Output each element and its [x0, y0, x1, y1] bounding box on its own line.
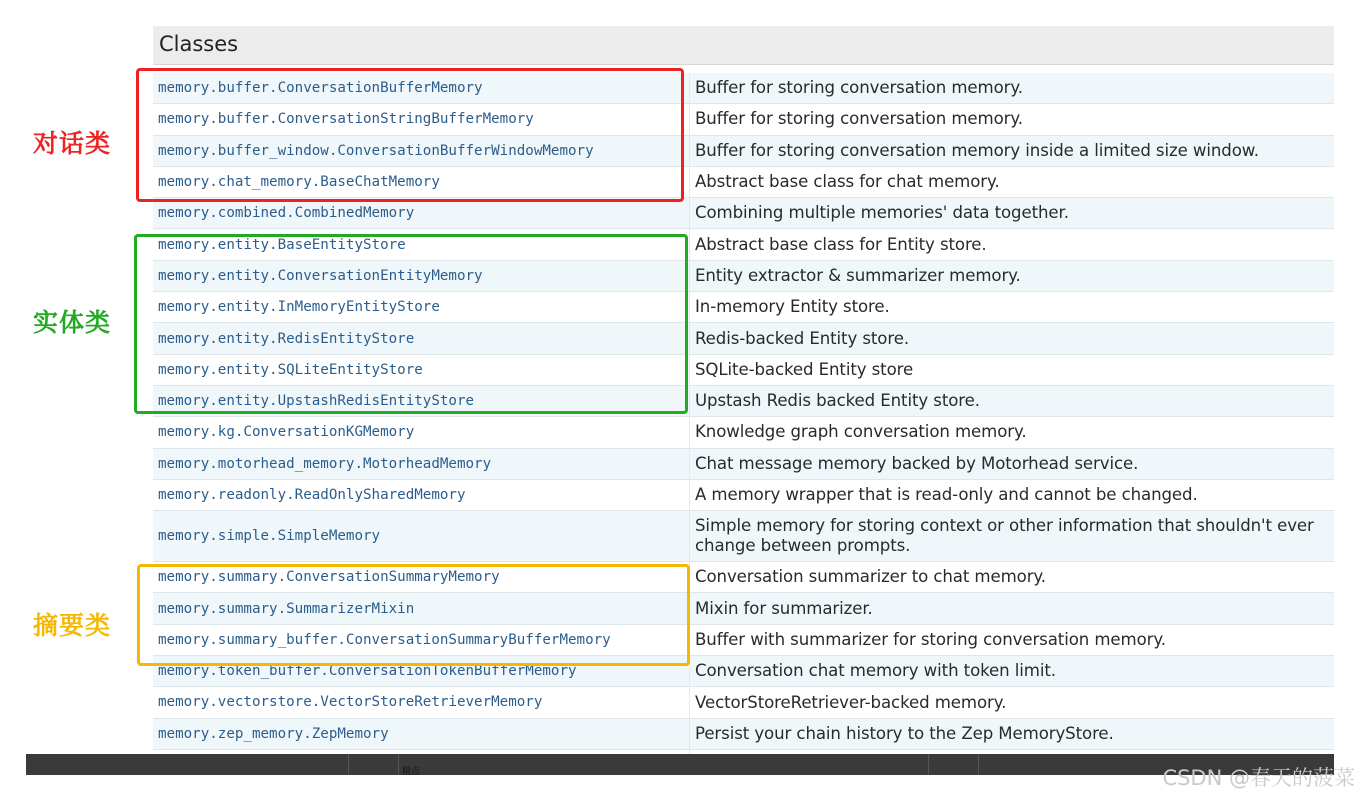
- class-link[interactable]: memory.entity.InMemoryEntityStore: [158, 299, 440, 316]
- class-link[interactable]: memory.simple.SimpleMemory: [158, 528, 381, 545]
- classes-title: Classes: [159, 32, 239, 56]
- class-description: Buffer for storing conversation memory.: [695, 109, 1023, 129]
- class-description: SQLite-backed Entity store: [695, 359, 914, 379]
- toolbar-divider: [348, 754, 349, 775]
- table-row: [153, 719, 1334, 750]
- toolbar-mini-label: 精点: [402, 767, 421, 777]
- bottom-toolbar: [26, 754, 1334, 775]
- class-link[interactable]: memory.readonly.ReadOnlySharedMemory: [158, 487, 466, 503]
- class-description: Redis-backed Entity store.: [695, 328, 909, 348]
- toolbar-divider: [928, 754, 929, 775]
- table-row: [153, 198, 1334, 229]
- class-description: Knowledge graph conversation memory.: [695, 422, 1027, 442]
- class-link[interactable]: memory.summary_buffer.ConversationSummaryBufferMemory: [158, 631, 611, 648]
- class-link[interactable]: memory.zep_memory.ZepMemory: [158, 725, 389, 742]
- class-description: Chat message memory backed by Motorhead service.: [695, 453, 1139, 473]
- table-row: [153, 687, 1334, 718]
- class-description: Buffer for storing conversation memory.: [695, 78, 1023, 98]
- csdn-watermark: CSDN @春天的菠菜: [1162, 766, 1355, 790]
- classes-section-header: [153, 26, 1334, 65]
- class-description: Abstract base class for chat memory.: [695, 172, 1000, 192]
- class-description: Mixin for summarizer.: [695, 598, 873, 618]
- class-link[interactable]: memory.buffer.ConversationBufferMemory: [158, 80, 483, 97]
- class-link[interactable]: memory.entity.ConversationEntityMemory: [158, 267, 483, 284]
- class-link[interactable]: memory.entity.UpstashRedisEntityStore: [158, 393, 475, 410]
- table-row: [153, 449, 1334, 480]
- class-description: Buffer for storing conversation memory inside a limited size window.: [695, 140, 1259, 160]
- dialog-group-label: 对话类: [33, 129, 112, 158]
- class-description: Conversation summarizer to chat memory.: [695, 567, 1046, 587]
- dialog-group-box: [136, 68, 684, 202]
- class-description: Persist your chain history to the Zep MemoryStore.: [695, 723, 1114, 743]
- class-description: In-memory Entity store.: [695, 297, 890, 317]
- class-description: A memory wrapper that is read-only and cannot be changed.: [695, 485, 1198, 505]
- class-description: Entity extractor & summarizer memory.: [695, 265, 1021, 285]
- toolbar-divider: [398, 754, 399, 775]
- table-row: [153, 480, 1334, 511]
- class-link[interactable]: memory.kg.ConversationKGMemory: [158, 424, 415, 441]
- summary-group-label: 摘要类: [33, 611, 112, 640]
- summary-group-box: [137, 564, 690, 666]
- class-description: Conversation chat memory with token limit.: [695, 661, 1056, 681]
- class-link[interactable]: memory.token_buffer.ConversationTokenBufferMemory: [158, 663, 577, 680]
- entity-group-box: [134, 234, 688, 414]
- class-link[interactable]: memory.motorhead_memory.MotorheadMemory: [158, 455, 492, 472]
- class-description: VectorStoreRetriever-backed memory.: [695, 692, 1007, 712]
- class-description: Buffer with summarizer for storing conversation memory.: [695, 629, 1166, 649]
- class-link[interactable]: memory.entity.SQLiteEntityStore: [158, 361, 423, 378]
- class-link[interactable]: memory.entity.BaseEntityStore: [158, 236, 406, 253]
- class-description: Abstract base class for Entity store.: [695, 234, 987, 254]
- class-link[interactable]: memory.buffer_window.ConversationBufferWindowMemory: [158, 142, 594, 159]
- table-row: [153, 511, 1334, 562]
- class-description: Simple memory for storing context or other information that shouldn't ever change between prompts.: [695, 516, 1314, 556]
- class-link[interactable]: memory.vectorstore.VectorStoreRetrieverMemory: [158, 694, 543, 711]
- class-link[interactable]: memory.entity.RedisEntityStore: [158, 330, 415, 347]
- class-description: Upstash Redis backed Entity store.: [695, 391, 980, 411]
- class-link[interactable]: memory.chat_memory.BaseChatMemory: [158, 174, 440, 191]
- class-description: Combining multiple memories' data together.: [695, 203, 1069, 223]
- class-link[interactable]: memory.summary.SummarizerMixin: [158, 600, 415, 617]
- class-link[interactable]: memory.buffer.ConversationStringBufferMemory: [158, 111, 534, 128]
- class-link[interactable]: memory.combined.CombinedMemory: [158, 205, 415, 222]
- table-row: [153, 417, 1334, 448]
- entity-group-label: 实体类: [33, 308, 112, 337]
- class-link[interactable]: memory.summary.ConversationSummaryMemory: [158, 569, 500, 586]
- toolbar-divider: [978, 754, 979, 775]
